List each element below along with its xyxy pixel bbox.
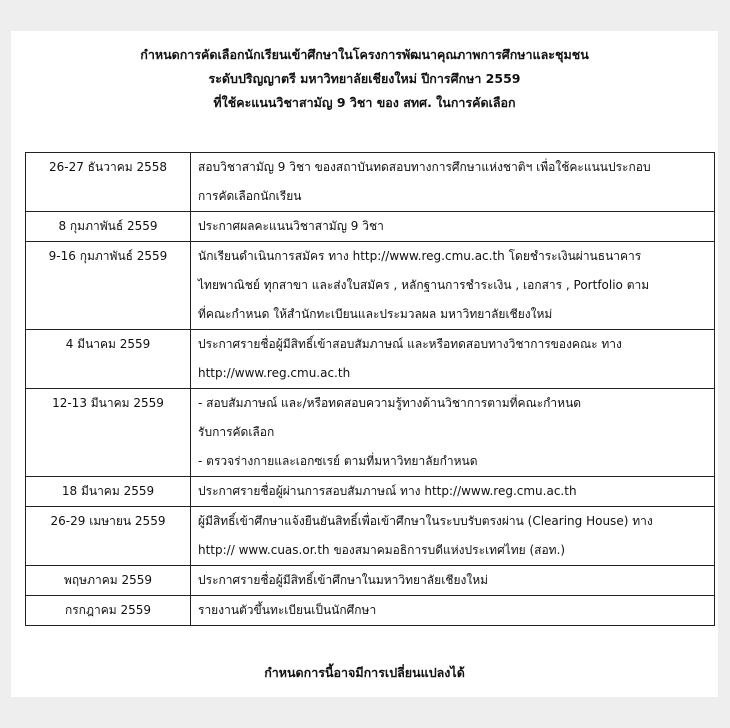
schedule-table: [25, 152, 715, 626]
schedule-description: [191, 477, 715, 507]
footer-note: กำหนดการนี้อาจมีการเปลี่ยนแปลงได้: [264, 665, 465, 680]
schedule-date: 8 กุมภาพันธ์ 2559: [26, 212, 191, 242]
description-line: ประกาศรายชื่อผู้ผ่านการสอบสัมภาษณ์ ทาง http://www.reg.cmu.ac.th: [198, 484, 577, 498]
schedule-date: 18 มีนาคม 2559: [26, 477, 191, 507]
description-line: สอบวิชาสามัญ 9 วิชา ของสถาบันทดสอบทางการศึกษาแห่งชาติฯ เพื่อใช้คะแนนประกอบ: [198, 160, 651, 174]
table-row: [26, 389, 715, 477]
schedule-table-body: [26, 153, 715, 626]
schedule-date: กรกฎาคม 2559: [26, 596, 191, 626]
description-line: ผู้มีสิทธิ์เข้าศึกษาแจ้งยืนยันสิทธิ์เพื่อเข้าศึกษาในระบบรับตรงผ่าน (Clearing House) ทาง: [198, 514, 653, 528]
table-row: [26, 330, 715, 389]
schedule-date: 9-16 กุมภาพันธ์ 2559: [26, 242, 191, 330]
title-line-1: กำหนดการคัดเลือกนักเรียนเข้าศึกษาในโครงการพัฒนาคุณภาพการศึกษาและชุมชน: [140, 47, 589, 62]
schedule-description: [191, 153, 715, 212]
description-line: - ตรวจร่างกายและเอกซเรย์ ตามที่มหาวิทยาลัยกำหนด: [198, 454, 478, 468]
description-line: ที่คณะกำหนด ให้สำนักทะเบียนและประมวลผล มหาวิทยาลัยเชียงใหม่: [198, 307, 553, 321]
description-line: - สอบสัมภาษณ์ และ/หรือทดสอบความรู้ทางด้านวิชาการตามที่คณะกำหนด: [198, 396, 582, 410]
document-title: [11, 43, 718, 115]
table-row: [26, 212, 715, 242]
description-line: http://www.reg.cmu.ac.th: [198, 366, 351, 380]
table-row: [26, 507, 715, 566]
table-row: [26, 242, 715, 330]
schedule-description: [191, 566, 715, 596]
description-line: นักเรียนดำเนินการสมัคร ทาง http://www.reg.cmu.ac.th โดยชำระเงินผ่านธนาคาร: [198, 249, 642, 263]
description-line: http:// www.cuas.or.th ของสมาคมอธิการบดีแห่งประเทศไทย (สอท.): [198, 543, 566, 557]
table-row: [26, 596, 715, 626]
table-row: [26, 153, 715, 212]
table-row: [26, 566, 715, 596]
schedule-description: [191, 596, 715, 626]
description-line: รับการคัดเลือก: [198, 425, 275, 439]
schedule-description: [191, 507, 715, 566]
description-line: ประกาศผลคะแนนวิชาสามัญ 9 วิชา: [198, 219, 384, 233]
schedule-date: 26-27 ธันวาคม 2558: [26, 153, 191, 212]
schedule-description: [191, 389, 715, 477]
title-line-2: ระดับปริญญาตรี มหาวิทยาลัยเชียงใหม่ ปีการศึกษา 2559: [208, 71, 521, 86]
title-line-3: ที่ใช้คะแนนวิชาสามัญ 9 วิชา ของ สทศ. ในการคัดเลือก: [213, 95, 516, 110]
schedule-date: พฤษภาคม 2559: [26, 566, 191, 596]
schedule-date: 12-13 มีนาคม 2559: [26, 389, 191, 477]
description-line: ประกาศรายชื่อผู้มีสิทธิ์เข้าสอบสัมภาษณ์ และหรือทดสอบทางวิชาการของคณะ ทาง: [198, 337, 622, 351]
description-line: การคัดเลือกนักเรียน: [198, 189, 302, 203]
schedule-date: 26-29 เมษายน 2559: [26, 507, 191, 566]
schedule-description: [191, 330, 715, 389]
schedule-description: [191, 242, 715, 330]
schedule-date: 4 มีนาคม 2559: [26, 330, 191, 389]
description-line: ประกาศรายชื่อผู้มีสิทธิ์เข้าศึกษาในมหาวิทยาลัยเชียงใหม่: [198, 573, 489, 587]
schedule-description: [191, 212, 715, 242]
description-line: ไทยพาณิชย์ ทุกสาขา และส่งใบสมัคร , หลักฐานการชำระเงิน , เอกสาร , Portfolio ตาม: [198, 278, 650, 292]
document-page: [11, 31, 718, 697]
table-row: [26, 477, 715, 507]
description-line: รายงานตัวขึ้นทะเบียนเป็นนักศึกษา: [198, 603, 377, 617]
